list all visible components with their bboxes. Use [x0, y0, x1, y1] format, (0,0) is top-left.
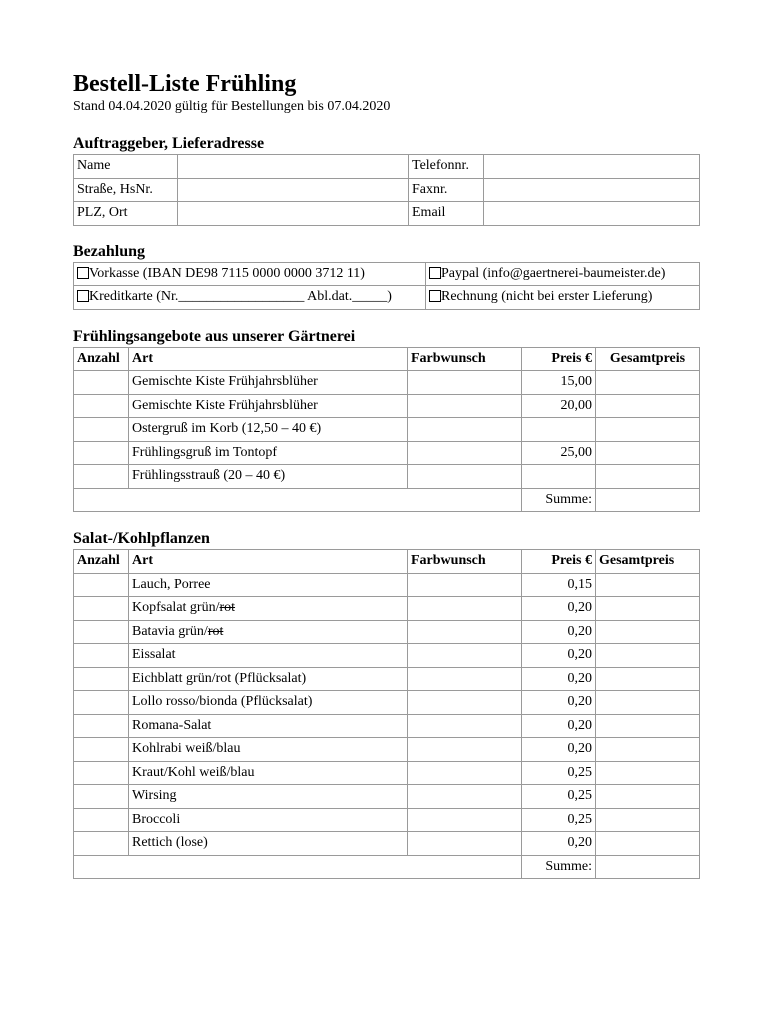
- table-header-row: [74, 347, 700, 371]
- unit-price: [522, 418, 596, 442]
- total-price-field[interactable]: [596, 573, 700, 597]
- unit-price: 20,00: [522, 394, 596, 418]
- name-field[interactable]: [178, 155, 409, 179]
- total-price-field[interactable]: [596, 418, 700, 442]
- article-name: Batavia grün/rot: [129, 620, 408, 644]
- total-price-field[interactable]: [596, 691, 700, 715]
- color-wish-field[interactable]: [408, 714, 522, 738]
- color-wish-field[interactable]: [408, 667, 522, 691]
- payment-row: [74, 262, 700, 286]
- unit-price: 0,15: [522, 573, 596, 597]
- total-price-field[interactable]: [596, 808, 700, 832]
- page-title: Bestell-Liste Frühling: [73, 71, 297, 97]
- color-wish-field[interactable]: [408, 832, 522, 856]
- payment-heading: Bezahlung: [73, 242, 146, 260]
- color-wish-field[interactable]: [408, 441, 522, 465]
- payment-option-prepay[interactable]: Vorkasse (IBAN DE98 7115 0000 0000 3712 11): [74, 262, 426, 286]
- table-row: [74, 371, 700, 395]
- unit-price: [522, 465, 596, 489]
- table-row: [74, 691, 700, 715]
- article-name: Lollo rosso/bionda (Pflücksalat): [129, 691, 408, 715]
- checkbox-icon[interactable]: [77, 290, 89, 302]
- page-subtitle: Stand 04.04.2020 gültig für Bestellungen bis 07.04.2020: [73, 99, 391, 114]
- spring-table: [73, 347, 700, 513]
- spring-heading: Frühlingsangebote aus unserer Gärtnerei: [73, 327, 356, 345]
- article-name: Ostergruß im Korb (12,50 – 40 €): [129, 418, 408, 442]
- total-price-field[interactable]: [596, 785, 700, 809]
- customer-label-city: PLZ, Ort: [74, 202, 178, 226]
- table-row: [74, 394, 700, 418]
- customer-table: [73, 154, 700, 226]
- unit-price: 0,20: [522, 644, 596, 668]
- quantity-field[interactable]: [74, 714, 129, 738]
- customer-label-fax: Faxnr.: [409, 178, 484, 202]
- article-name: Gemischte Kiste Frühjahrsblüher: [129, 371, 408, 395]
- unit-price: 0,20: [522, 597, 596, 621]
- article-name: Gemischte Kiste Frühjahrsblüher: [129, 394, 408, 418]
- checkbox-icon[interactable]: [77, 267, 89, 279]
- color-wish-field[interactable]: [408, 808, 522, 832]
- table-row: [74, 441, 700, 465]
- payment-row: [74, 286, 700, 310]
- sum-field[interactable]: [596, 855, 700, 879]
- unit-price: 0,25: [522, 808, 596, 832]
- struck-text: rot: [219, 600, 236, 616]
- salad-heading: Salat-/Kohlpflanzen: [73, 530, 210, 547]
- payment-option-creditcard[interactable]: Kreditkarte (Nr.__________________ Abl.dat._____): [74, 286, 426, 310]
- payment-option-invoice[interactable]: Rechnung (nicht bei erster Lieferung): [426, 286, 700, 310]
- sum-row: [74, 488, 700, 512]
- customer-label-email: Email: [409, 202, 484, 226]
- color-wish-field[interactable]: [408, 785, 522, 809]
- unit-price: 0,20: [522, 667, 596, 691]
- sum-row: [74, 855, 700, 879]
- table-row: [74, 761, 700, 785]
- unit-price: 0,25: [522, 761, 596, 785]
- table-row: [74, 644, 700, 668]
- col-gesamtpreis: Gesamtpreis: [596, 347, 700, 371]
- customer-row: [74, 155, 700, 179]
- customer-heading: Auftraggeber, Lieferadresse: [73, 135, 265, 152]
- color-wish-field[interactable]: [408, 597, 522, 621]
- article-name: Frühlingsgruß im Tontopf: [129, 441, 408, 465]
- quantity-field[interactable]: [74, 573, 129, 597]
- color-wish-field[interactable]: [408, 573, 522, 597]
- quantity-field[interactable]: [74, 785, 129, 809]
- color-wish-field[interactable]: [408, 691, 522, 715]
- table-row: [74, 785, 700, 809]
- total-price-field[interactable]: [596, 644, 700, 668]
- article-name: Kopfsalat grün/rot: [129, 597, 408, 621]
- total-price-field[interactable]: [596, 465, 700, 489]
- color-wish-field[interactable]: [408, 418, 522, 442]
- article-name: Kohlrabi weiß/blau: [129, 738, 408, 762]
- table-row: [74, 714, 700, 738]
- total-price-field[interactable]: [596, 832, 700, 856]
- color-wish-field[interactable]: [408, 620, 522, 644]
- quantity-field[interactable]: [74, 667, 129, 691]
- street-field[interactable]: [178, 178, 409, 202]
- total-price-field[interactable]: [596, 667, 700, 691]
- col-farbwunsch: Farbwunsch: [408, 550, 522, 574]
- quantity-field[interactable]: [74, 832, 129, 856]
- table-row: [74, 573, 700, 597]
- quantity-field[interactable]: [74, 620, 129, 644]
- table-row: [74, 597, 700, 621]
- article-name: Frühlingsstrauß (20 – 40 €): [129, 465, 408, 489]
- fax-field[interactable]: [484, 178, 700, 202]
- article-name: Wirsing: [129, 785, 408, 809]
- col-art: Art: [129, 347, 408, 371]
- table-row: [74, 738, 700, 762]
- unit-price: 0,20: [522, 714, 596, 738]
- customer-label-phone: Telefonnr.: [409, 155, 484, 179]
- unit-price: 0,20: [522, 738, 596, 762]
- customer-row: [74, 178, 700, 202]
- article-name: Eissalat: [129, 644, 408, 668]
- table-row: [74, 418, 700, 442]
- email-field[interactable]: [484, 202, 700, 226]
- salad-table: [73, 549, 700, 879]
- article-name: Kraut/Kohl weiß/blau: [129, 761, 408, 785]
- unit-price: 0,20: [522, 691, 596, 715]
- customer-label-street: Straße, HsNr.: [74, 178, 178, 202]
- color-wish-field[interactable]: [408, 644, 522, 668]
- quantity-field[interactable]: [74, 465, 129, 489]
- table-row: [74, 808, 700, 832]
- quantity-field[interactable]: [74, 394, 129, 418]
- col-preis: Preis €: [522, 347, 596, 371]
- payment-table: [73, 262, 700, 310]
- payment-option-paypal[interactable]: Paypal (info@gaertnerei-baumeister.de): [426, 262, 700, 286]
- quantity-field[interactable]: [74, 691, 129, 715]
- total-price-field[interactable]: [596, 620, 700, 644]
- col-gesamtpreis: Gesamtpreis: [596, 550, 700, 574]
- quantity-field[interactable]: [74, 644, 129, 668]
- order-form: [73, 70, 699, 879]
- table-row: [74, 832, 700, 856]
- customer-label-name: Name: [74, 155, 178, 179]
- customer-row: [74, 202, 700, 226]
- unit-price: 0,20: [522, 832, 596, 856]
- quantity-field[interactable]: [74, 418, 129, 442]
- color-wish-field[interactable]: [408, 738, 522, 762]
- total-price-field[interactable]: [596, 761, 700, 785]
- total-price-field[interactable]: [596, 371, 700, 395]
- table-row: [74, 667, 700, 691]
- col-preis: Preis €: [522, 550, 596, 574]
- city-field[interactable]: [178, 202, 409, 226]
- sum-spacer: [74, 488, 522, 512]
- table-header-row: [74, 550, 700, 574]
- table-row: [74, 620, 700, 644]
- article-name: Eichblatt grün/rot (Pflücksalat): [129, 667, 408, 691]
- sum-label: Summe:: [522, 488, 596, 512]
- unit-price: 0,20: [522, 620, 596, 644]
- sum-spacer: [74, 855, 522, 879]
- col-art: Art: [129, 550, 408, 574]
- unit-price: 0,25: [522, 785, 596, 809]
- quantity-field[interactable]: [74, 597, 129, 621]
- article-name: Broccoli: [129, 808, 408, 832]
- table-row: [74, 465, 700, 489]
- col-anzahl: Anzahl: [74, 347, 129, 371]
- checkbox-icon[interactable]: [429, 290, 441, 302]
- quantity-field[interactable]: [74, 738, 129, 762]
- unit-price: 25,00: [522, 441, 596, 465]
- total-price-field[interactable]: [596, 738, 700, 762]
- color-wish-field[interactable]: [408, 371, 522, 395]
- total-price-field[interactable]: [596, 441, 700, 465]
- total-price-field[interactable]: [596, 394, 700, 418]
- unit-price: 15,00: [522, 371, 596, 395]
- phone-field[interactable]: [484, 155, 700, 179]
- sum-label: Summe:: [522, 855, 596, 879]
- total-price-field[interactable]: [596, 597, 700, 621]
- total-price-field[interactable]: [596, 714, 700, 738]
- quantity-field[interactable]: [74, 761, 129, 785]
- article-name: Rettich (lose): [129, 832, 408, 856]
- quantity-field[interactable]: [74, 808, 129, 832]
- article-name: Lauch, Porree: [129, 573, 408, 597]
- sum-field[interactable]: [596, 488, 700, 512]
- article-name: Romana-Salat: [129, 714, 408, 738]
- color-wish-field[interactable]: [408, 465, 522, 489]
- color-wish-field[interactable]: [408, 394, 522, 418]
- col-anzahl: Anzahl: [74, 550, 129, 574]
- quantity-field[interactable]: [74, 371, 129, 395]
- struck-text: rot: [207, 623, 224, 639]
- col-farbwunsch: Farbwunsch: [408, 347, 522, 371]
- quantity-field[interactable]: [74, 441, 129, 465]
- checkbox-icon[interactable]: [429, 267, 441, 279]
- color-wish-field[interactable]: [408, 761, 522, 785]
